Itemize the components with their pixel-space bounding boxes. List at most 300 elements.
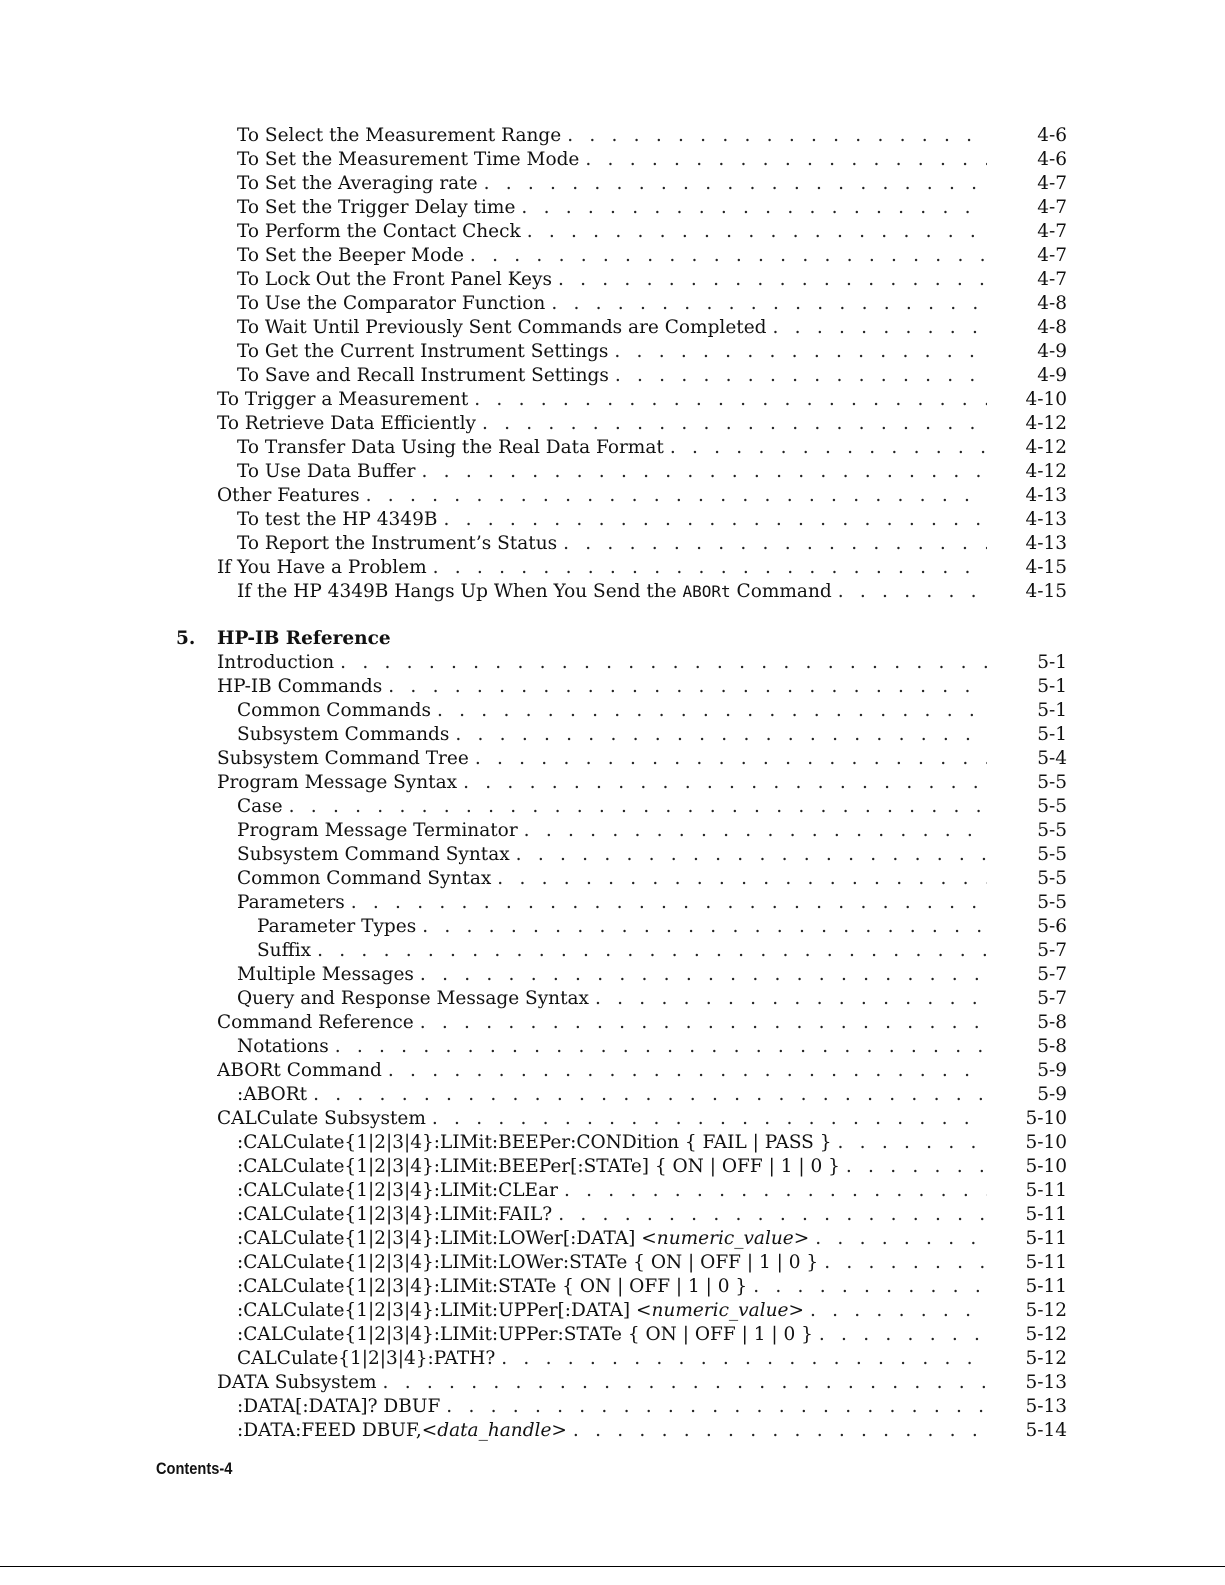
toc-page-number: 4-15 xyxy=(1025,557,1067,578)
toc-entry-text xyxy=(237,124,987,148)
toc-section-chapter-5 xyxy=(0,651,1225,1443)
toc-title-text: To Perform the Contact Check xyxy=(237,221,521,242)
toc-entry xyxy=(0,580,1225,604)
toc-entry xyxy=(0,412,1225,436)
toc-entry-title xyxy=(237,436,670,460)
toc-entry xyxy=(0,1107,1225,1131)
toc-entry-text xyxy=(217,675,987,699)
toc-title-suffix: > xyxy=(793,1228,810,1249)
toc-page-number: 5-7 xyxy=(1037,964,1067,985)
toc-entry xyxy=(0,1347,1225,1371)
toc-page-number: 5-10 xyxy=(1025,1108,1067,1129)
toc-entry-title xyxy=(237,795,289,819)
toc-entry-text xyxy=(237,292,987,316)
toc-title-text: Program Message Terminator xyxy=(237,820,518,841)
toc-title-text: To Wait Until Previously Sent Commands are Completed xyxy=(237,317,767,338)
toc-title-text: CALCulate Subsystem xyxy=(217,1108,426,1129)
toc-entry-text xyxy=(237,1179,987,1203)
toc-entry-text xyxy=(217,484,987,508)
toc-entry xyxy=(0,771,1225,795)
toc-title-param: data_handle xyxy=(437,1420,552,1441)
toc-entry-text xyxy=(237,987,987,1011)
toc-entry-text xyxy=(237,1419,987,1443)
toc-entry-text xyxy=(237,580,987,604)
toc-entry xyxy=(0,1371,1225,1395)
toc-entry-title xyxy=(237,1179,564,1203)
toc-title-code: ABORt xyxy=(682,582,731,601)
toc-entry xyxy=(0,292,1225,316)
toc-page-number: 5-8 xyxy=(1037,1036,1067,1057)
toc-title-text: Subsystem Commands xyxy=(237,724,450,745)
toc-entry-title xyxy=(237,172,484,196)
toc-page-number: 5-9 xyxy=(1037,1084,1067,1105)
toc-entry xyxy=(0,1227,1225,1251)
toc-entry-text xyxy=(237,891,987,915)
toc-title-text: To Set the Averaging rate xyxy=(237,173,478,194)
toc-entry-title xyxy=(237,1131,838,1155)
toc-title-text: To Use the Comparator Function xyxy=(237,293,546,314)
toc-title-text: To Set the Beeper Mode xyxy=(237,245,464,266)
toc-page-number: 4-13 xyxy=(1025,485,1067,506)
toc-page-number: 5-11 xyxy=(1025,1204,1067,1225)
dot-leader xyxy=(527,220,987,244)
toc-entry-text xyxy=(217,651,987,675)
dot-leader xyxy=(446,1395,987,1419)
toc-entry xyxy=(0,364,1225,388)
toc-title-text: To Get the Current Instrument Settings xyxy=(237,341,609,362)
dot-leader xyxy=(819,1323,987,1347)
toc-page-number: 5-12 xyxy=(1025,1324,1067,1345)
toc-page-number: 5-5 xyxy=(1037,844,1067,865)
dot-leader xyxy=(422,915,987,939)
toc-entry-title xyxy=(237,1203,558,1227)
toc-page-number: 5-6 xyxy=(1037,916,1067,937)
toc-entry-title xyxy=(237,819,524,843)
toc-entry xyxy=(0,196,1225,220)
toc-title-text: To Save and Recall Instrument Settings xyxy=(237,365,609,386)
toc-title-text: Introduction xyxy=(217,652,335,673)
toc-entry-text xyxy=(237,1323,987,1347)
toc-title-text: :ABORt xyxy=(237,1084,308,1105)
page-footer-label: Contents-4 xyxy=(156,1459,233,1478)
dot-leader xyxy=(567,124,987,148)
toc-title-param: numeric_value xyxy=(651,1300,789,1321)
toc-entry xyxy=(0,819,1225,843)
toc-entry-text xyxy=(237,723,987,747)
dot-leader xyxy=(846,1155,987,1179)
dot-leader xyxy=(463,771,987,795)
toc-entry-title xyxy=(237,292,551,316)
toc-entry-title xyxy=(217,388,474,412)
toc-page-number: 4-7 xyxy=(1037,197,1067,218)
toc-entry-text xyxy=(257,915,987,939)
toc-page-number: 5-7 xyxy=(1037,940,1067,961)
toc-page-number: 5-7 xyxy=(1037,988,1067,1009)
toc-entry-text xyxy=(237,1203,987,1227)
dot-leader xyxy=(366,484,987,508)
toc-entry-title xyxy=(217,1059,388,1083)
dot-leader xyxy=(753,1275,987,1299)
toc-title-text: :CALCulate{1|2|3|4}:LIMit:BEEPer:CONDition { FAIL | PASS } xyxy=(237,1132,832,1153)
toc-entry-title xyxy=(237,1395,446,1419)
toc-entry-text xyxy=(237,1251,987,1275)
toc-entry xyxy=(0,1251,1225,1275)
toc-entry-text xyxy=(237,172,987,196)
toc-page-number: 4-7 xyxy=(1037,173,1067,194)
toc-entry-title xyxy=(217,412,482,436)
dot-leader xyxy=(521,196,987,220)
toc-page-number: 5-11 xyxy=(1025,1180,1067,1201)
toc-entry-text xyxy=(237,963,987,987)
dot-leader xyxy=(563,532,987,556)
dot-leader xyxy=(437,699,987,723)
dot-leader xyxy=(497,867,987,891)
toc-page-number: 4-13 xyxy=(1025,533,1067,554)
dot-leader xyxy=(388,1059,987,1083)
chapter-number: 5. xyxy=(176,628,196,649)
dot-leader xyxy=(484,172,987,196)
dot-leader xyxy=(289,795,987,819)
toc-entry-text xyxy=(217,412,987,436)
toc-entry xyxy=(0,1203,1225,1227)
toc-entry-title xyxy=(237,340,614,364)
toc-title-text: To Set the Measurement Time Mode xyxy=(237,149,580,170)
toc-entry-title xyxy=(237,508,443,532)
toc-page-number: 5-12 xyxy=(1025,1348,1067,1369)
toc-entry xyxy=(0,1035,1225,1059)
toc-entry-text xyxy=(217,1011,987,1035)
toc-entry-title xyxy=(237,196,521,220)
toc-title-text: Program Message Syntax xyxy=(217,772,458,793)
toc-entry-text xyxy=(237,196,987,220)
toc-entry-text xyxy=(217,771,987,795)
toc-entry-text xyxy=(237,843,987,867)
toc-entry xyxy=(0,340,1225,364)
toc-entry xyxy=(0,316,1225,340)
toc-entry xyxy=(0,148,1225,172)
toc-entry-text xyxy=(237,1083,987,1107)
toc-entry xyxy=(0,244,1225,268)
toc-title-text: Notations xyxy=(237,1036,329,1057)
toc-title-text: :CALCulate{1|2|3|4}:LIMit:UPPer:STATe { ON | OFF | 1 | 0 } xyxy=(237,1324,813,1345)
dot-leader xyxy=(838,1131,987,1155)
toc-page-number: 4-12 xyxy=(1025,437,1067,458)
toc-entry-text xyxy=(237,244,987,268)
toc-entry-title xyxy=(217,675,388,699)
toc-entry-text xyxy=(237,1275,987,1299)
toc-title-text: :CALCulate{1|2|3|4}:LIMit:FAIL? xyxy=(237,1204,553,1225)
dot-leader xyxy=(313,1083,987,1107)
dot-leader xyxy=(432,1107,987,1131)
toc-title-text: :CALCulate{1|2|3|4}:LIMit:STATe { ON | OFF | 1 | 0 } xyxy=(237,1276,748,1297)
toc-entry-text xyxy=(237,532,987,556)
toc-title-text: Subsystem Command Syntax xyxy=(237,844,510,865)
toc-page-number: 5-5 xyxy=(1037,796,1067,817)
toc-entry-text xyxy=(237,508,987,532)
toc-page-number: 5-1 xyxy=(1037,652,1067,673)
toc-page-number: 5-1 xyxy=(1037,724,1067,745)
dot-leader xyxy=(516,843,987,867)
toc-page-number: 4-15 xyxy=(1025,581,1067,602)
toc-entry-text xyxy=(237,1347,987,1371)
toc-page-number: 5-5 xyxy=(1037,892,1067,913)
toc-page-number: 4-10 xyxy=(1025,389,1067,410)
toc-entry xyxy=(0,891,1225,915)
toc-title-text: CALCulate{1|2|3|4}:PATH? xyxy=(237,1348,496,1369)
toc-entry-title xyxy=(237,580,838,604)
toc-entry-text xyxy=(237,1299,987,1323)
toc-title-text: Command Reference xyxy=(217,1012,414,1033)
dot-leader xyxy=(420,963,987,987)
toc-entry-text xyxy=(237,268,987,292)
toc-entry xyxy=(0,1059,1225,1083)
toc-entry-title xyxy=(257,915,422,939)
toc-entry-title xyxy=(237,699,437,723)
toc-entry-text xyxy=(237,340,987,364)
toc-title-text: :DATA[:DATA]? DBUF xyxy=(237,1396,441,1417)
toc-entry-text xyxy=(237,1227,987,1251)
toc-entry-text xyxy=(237,1131,987,1155)
toc-page-number: 5-11 xyxy=(1025,1276,1067,1297)
toc-section-chapter-4 xyxy=(0,124,1225,604)
toc-entry xyxy=(0,1083,1225,1107)
toc-entry-title xyxy=(237,1155,846,1179)
dot-leader xyxy=(558,268,987,292)
dot-leader xyxy=(351,891,987,915)
toc-entry-text xyxy=(237,819,987,843)
toc-title-text: To Lock Out the Front Panel Keys xyxy=(237,269,552,290)
toc-entry-title xyxy=(237,1299,810,1323)
toc-page-number: 5-8 xyxy=(1037,1012,1067,1033)
dot-leader xyxy=(470,244,987,268)
toc-page-number: 5-12 xyxy=(1025,1300,1067,1321)
toc-entry-title xyxy=(217,651,340,675)
toc-entry xyxy=(0,1395,1225,1419)
dot-leader xyxy=(422,460,988,484)
chapter-title: HP-IB Reference xyxy=(217,628,391,649)
toc-title-text: To Select the Measurement Range xyxy=(237,125,562,146)
toc-entry-title xyxy=(217,556,433,580)
toc-title-text: :CALCulate{1|2|3|4}:LIMit:LOWer[:DATA] < xyxy=(237,1228,657,1249)
toc-entry xyxy=(0,939,1225,963)
toc-page-number: 4-9 xyxy=(1037,365,1067,386)
toc-entry-title xyxy=(237,316,773,340)
toc-page-number: 5-11 xyxy=(1025,1228,1067,1249)
dot-leader xyxy=(815,1227,987,1251)
toc-title-text: Suffix xyxy=(257,940,312,961)
toc-entry xyxy=(0,675,1225,699)
toc-page-number: 5-13 xyxy=(1025,1396,1067,1417)
toc-title-suffix: > xyxy=(551,1420,567,1441)
toc-entry xyxy=(0,220,1225,244)
toc-title-text: To Retrieve Data Efficiently xyxy=(217,413,476,434)
toc-page-number: 5-14 xyxy=(1025,1420,1067,1441)
toc-entry-title xyxy=(237,364,615,388)
toc-entry-title xyxy=(237,1035,335,1059)
toc-entry-title xyxy=(237,1227,815,1251)
dot-leader xyxy=(524,819,987,843)
toc-entry-text xyxy=(237,364,987,388)
toc-entry-title xyxy=(237,148,585,172)
toc-entry-text xyxy=(237,1035,987,1059)
toc-entry-text xyxy=(237,867,987,891)
toc-page-number: 4-6 xyxy=(1037,149,1067,170)
toc-title-text: Other Features xyxy=(217,485,360,506)
toc-entry xyxy=(0,388,1225,412)
dot-leader xyxy=(614,340,987,364)
toc-entry-title xyxy=(237,1275,753,1299)
toc-entry-title xyxy=(217,1011,420,1035)
chapter-heading xyxy=(0,627,1225,651)
toc-entry-title xyxy=(217,484,366,508)
toc-title-text: To Report the Instrument’s Status xyxy=(237,533,558,554)
toc-page-number: 5-1 xyxy=(1037,700,1067,721)
dot-leader xyxy=(551,292,987,316)
toc-entry-title xyxy=(237,723,455,747)
dot-leader xyxy=(335,1035,987,1059)
dot-leader xyxy=(573,1419,987,1443)
toc-entry xyxy=(0,556,1225,580)
toc-title-text: To Transfer Data Using the Real Data Format xyxy=(237,437,664,458)
toc-page-number: 5-10 xyxy=(1025,1132,1067,1153)
toc-title-text: To Use Data Buffer xyxy=(237,461,416,482)
toc-entry-title xyxy=(237,124,567,148)
toc-entry-title xyxy=(237,843,516,867)
toc-page-number: 4-6 xyxy=(1037,125,1067,146)
toc-entry xyxy=(0,1299,1225,1323)
toc-entry-title xyxy=(237,1083,313,1107)
dot-leader xyxy=(501,1347,987,1371)
toc-title-text: If the HP 4349B Hangs Up When You Send the xyxy=(237,581,683,602)
toc-page-number: 5-11 xyxy=(1025,1252,1067,1273)
toc-title-suffix: > xyxy=(788,1300,804,1321)
toc-page-number: 5-4 xyxy=(1037,748,1067,769)
toc-title-text: Query and Response Message Syntax xyxy=(237,988,589,1009)
dot-leader xyxy=(824,1251,987,1275)
toc-entry xyxy=(0,867,1225,891)
toc-title-text: Subsystem Command Tree xyxy=(217,748,469,769)
dot-leader xyxy=(420,1011,987,1035)
dot-leader xyxy=(838,580,987,604)
dot-leader xyxy=(595,987,987,1011)
toc-entry-title xyxy=(237,891,351,915)
toc-entry xyxy=(0,1011,1225,1035)
toc-entry-text xyxy=(237,795,987,819)
toc-entry xyxy=(0,747,1225,771)
toc-entry xyxy=(0,987,1225,1011)
dot-leader xyxy=(585,148,987,172)
toc-page-number: 4-7 xyxy=(1037,245,1067,266)
toc-title-text: HP-IB Commands xyxy=(217,676,383,697)
toc-entry-text xyxy=(217,1107,987,1131)
toc-entry xyxy=(0,460,1225,484)
toc-title-text: Multiple Messages xyxy=(237,964,414,985)
dot-leader xyxy=(317,939,987,963)
toc-title-text: Parameter Types xyxy=(257,916,417,937)
toc-entry-title xyxy=(237,1323,819,1347)
toc-page-number: 5-1 xyxy=(1037,676,1067,697)
dot-leader xyxy=(433,556,987,580)
toc-entry-title xyxy=(257,939,317,963)
toc-title-text: :CALCulate{1|2|3|4}:LIMit:UPPer[:DATA] < xyxy=(237,1300,652,1321)
dot-leader xyxy=(383,1371,987,1395)
toc-entry-title xyxy=(237,532,563,556)
toc-entry-title xyxy=(217,747,475,771)
toc-entry-title xyxy=(237,1419,573,1443)
dot-leader xyxy=(443,508,987,532)
toc-entry xyxy=(0,843,1225,867)
toc-entry-title xyxy=(237,220,527,244)
dot-leader xyxy=(455,723,987,747)
bottom-divider xyxy=(0,1566,1225,1567)
dot-leader xyxy=(670,436,987,460)
toc-title-param: numeric_value xyxy=(656,1228,794,1249)
toc-title-text: Parameters xyxy=(237,892,345,913)
toc-page-number: 4-8 xyxy=(1037,317,1067,338)
toc-entry-text xyxy=(237,148,987,172)
toc-entry xyxy=(0,1275,1225,1299)
toc-title-text: DATA Subsystem xyxy=(217,1372,377,1393)
toc-title-text: :CALCulate{1|2|3|4}:LIMit:BEEPer[:STATe] { ON | OFF | 1 | 0 } xyxy=(237,1156,840,1177)
toc-entry-text xyxy=(237,699,987,723)
dot-leader xyxy=(810,1299,987,1323)
toc-title-text: :CALCulate{1|2|3|4}:LIMit:LOWer:STATe { ON | OFF | 1 | 0 } xyxy=(237,1252,819,1273)
toc-page-number: 4-12 xyxy=(1025,413,1067,434)
toc-entry xyxy=(0,268,1225,292)
toc-entry xyxy=(0,915,1225,939)
dot-leader xyxy=(615,364,987,388)
toc-page-number: 5-5 xyxy=(1037,820,1067,841)
dot-leader xyxy=(773,316,987,340)
toc-entry-title xyxy=(237,1251,824,1275)
toc-entry xyxy=(0,723,1225,747)
toc-entry-title xyxy=(237,963,420,987)
toc-entry-title xyxy=(237,1347,501,1371)
toc-page-number: 4-7 xyxy=(1037,221,1067,242)
toc-entry-text xyxy=(217,556,987,580)
toc-title-text: :DATA:FEED DBUF,< xyxy=(237,1420,438,1441)
toc-entry xyxy=(0,436,1225,460)
toc-page-number: 4-13 xyxy=(1025,509,1067,530)
toc-entry xyxy=(0,795,1225,819)
toc-page-number: 4-9 xyxy=(1037,341,1067,362)
table-of-contents xyxy=(0,124,1225,1443)
toc-entry-title xyxy=(237,268,558,292)
toc-page-number: 4-8 xyxy=(1037,293,1067,314)
toc-entry xyxy=(0,1323,1225,1347)
toc-page-number: 5-10 xyxy=(1025,1156,1067,1177)
dot-leader xyxy=(475,747,987,771)
toc-entry xyxy=(0,1131,1225,1155)
toc-entry-text xyxy=(217,1371,987,1395)
dot-leader xyxy=(558,1203,987,1227)
dot-leader xyxy=(388,675,987,699)
toc-entry-text xyxy=(237,1395,987,1419)
toc-page-number: 4-7 xyxy=(1037,269,1067,290)
toc-page-number: 4-12 xyxy=(1025,461,1067,482)
toc-page-number: 5-13 xyxy=(1025,1372,1067,1393)
toc-entry-title xyxy=(237,460,422,484)
dot-leader xyxy=(340,651,987,675)
toc-title-text: Common Commands xyxy=(237,700,431,721)
toc-entry xyxy=(0,532,1225,556)
toc-entry-text xyxy=(257,939,987,963)
toc-entry-title xyxy=(237,987,595,1011)
toc-title-text: Case xyxy=(237,796,283,817)
toc-page-number: 5-9 xyxy=(1037,1060,1067,1081)
dot-leader xyxy=(482,412,987,436)
toc-title-text: Common Command Syntax xyxy=(237,868,492,889)
